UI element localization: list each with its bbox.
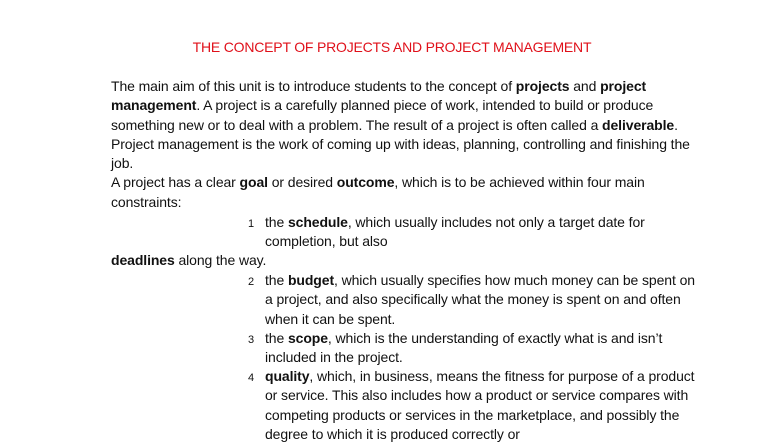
list-item (248, 329, 705, 368)
list-item (248, 271, 705, 329)
term-budget: budget (287, 272, 335, 288)
term-goal: goal (239, 174, 268, 191)
list-number: 2 (248, 276, 255, 288)
deadlines-line (111, 251, 266, 270)
intro-text-2: and (569, 78, 601, 94)
deadlines-text: along the way. (174, 252, 267, 268)
list-number: 1 (248, 218, 255, 230)
list-item (248, 367, 705, 444)
item-text: , which usually includes not only a target date for completion, but also (265, 214, 645, 250)
term-quality: quality (265, 368, 310, 384)
list-number: 4 (248, 372, 255, 384)
list-item (248, 213, 705, 252)
item-prefix: the (265, 330, 288, 346)
term-schedule: schedule (287, 214, 348, 230)
constraints-text-3: , which is to be achieved within four main constraints: (111, 174, 645, 210)
item-text: , which is the understanding of exactly what is and isn’t included in the project. (265, 330, 663, 366)
intro-text (111, 77, 711, 212)
term-deliverable: deliverable (602, 116, 675, 133)
constraints-text-2: or desired (267, 174, 337, 191)
term-outcome: outcome (336, 174, 395, 191)
item-prefix: the (265, 214, 288, 230)
term-project-management: project management (111, 78, 647, 114)
list-number: 3 (248, 334, 255, 346)
page-title: THE CONCEPT OF PROJECTS AND PROJECT MANAGEMENT (192, 39, 592, 55)
intro-text-3: . A project is a carefully planned piece of work, intended to build or produce something new or to deal with a problem. The result of a project is often called a (111, 97, 654, 133)
intro-paragraph (111, 77, 711, 173)
item-prefix: the (265, 272, 288, 288)
item-text: , which usually specifies how much money can be spent on a project, and also specifically what the money is spent on and often when it can be spent. (265, 272, 695, 327)
constraints-paragraph (111, 173, 711, 212)
intro-text-1: The main aim of this unit is to introduce students to the concept of (111, 78, 516, 94)
item-text: , which, in business, means the fitness for purpose of a product or service. This also includes how a product or service compares with competing products or services in the marketplace, and possibly the degree to which it is produced correctly or (265, 368, 695, 442)
term-deadlines: deadlines (111, 252, 175, 268)
term-scope: scope (287, 330, 328, 346)
constraints-text-1: A project has a clear (111, 174, 240, 191)
term-projects: projects (515, 78, 570, 94)
intro-text-4: . Project management is the work of coming up with ideas, planning, controlling and finishing the job. (111, 116, 690, 172)
